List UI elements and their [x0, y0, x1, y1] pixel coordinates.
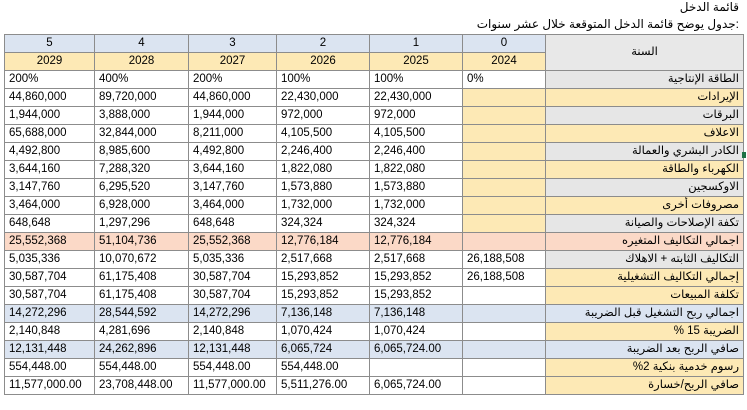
value-cell[interactable]: 32,844,000: [95, 125, 189, 143]
year-cell[interactable]: 2027: [189, 53, 277, 71]
value-cell[interactable]: [463, 161, 546, 179]
table-row: [5, 143, 744, 161]
value-cell[interactable]: 6,928,000: [95, 197, 189, 215]
value-cell[interactable]: 51,104,736: [95, 233, 189, 251]
value-cell[interactable]: 2,246,400: [370, 143, 463, 161]
value-cell[interactable]: 28,544,592: [95, 305, 189, 323]
row-label-cell[interactable]: صافي الربح/خسارة: [546, 377, 744, 395]
value-cell[interactable]: 15,293,852: [370, 269, 463, 287]
year-index-cell[interactable]: 3: [189, 35, 277, 53]
value-cell[interactable]: [463, 287, 546, 305]
value-cell[interactable]: 5,035,336: [189, 251, 277, 269]
row-label-cell[interactable]: الطاقة الإنتاجية: [546, 71, 744, 89]
value-cell[interactable]: 6,065,724: [277, 341, 370, 359]
year-cell[interactable]: 2028: [95, 53, 189, 71]
row-label-cell[interactable]: تكفة الإصلاحات والصيانة: [546, 215, 744, 233]
year-index-cell[interactable]: 2: [277, 35, 370, 53]
value-cell[interactable]: 2,517,668: [370, 251, 463, 269]
value-cell[interactable]: 14,272,296: [189, 305, 277, 323]
value-cell[interactable]: 324,324: [277, 215, 370, 233]
value-cell[interactable]: 8,211,000: [189, 125, 277, 143]
value-cell[interactable]: [463, 341, 546, 359]
table-row: [5, 323, 744, 341]
table-row: [5, 233, 744, 251]
value-cell[interactable]: 7,136,148: [370, 305, 463, 323]
value-cell[interactable]: [463, 233, 546, 251]
table-row: [5, 161, 744, 179]
value-cell[interactable]: 7,288,320: [95, 161, 189, 179]
row-label-cell[interactable]: الاعلاف: [546, 125, 744, 143]
row-label-cell[interactable]: الضريبة 15 %: [546, 323, 744, 341]
year-header-label[interactable]: السنة: [546, 35, 744, 71]
row-label-cell[interactable]: إجمالي التكاليف التشغيلية: [546, 269, 744, 287]
value-cell[interactable]: 30,587,704: [5, 287, 95, 305]
value-cell[interactable]: [370, 359, 463, 377]
value-cell[interactable]: [463, 377, 546, 395]
value-cell[interactable]: [463, 179, 546, 197]
row-label-cell[interactable]: التكاليف الثابته + الاهلاك: [546, 251, 744, 269]
row-label-cell[interactable]: الكهرباء والطاقة: [546, 161, 744, 179]
value-cell[interactable]: 12,776,184: [370, 233, 463, 251]
year-cell[interactable]: 2024: [463, 53, 546, 71]
row-label-cell[interactable]: الكادر البشري والعمالة: [546, 143, 744, 161]
value-cell[interactable]: 61,175,408: [95, 269, 189, 287]
value-cell[interactable]: 1,944,000: [5, 107, 95, 125]
value-cell[interactable]: 6,295,520: [95, 179, 189, 197]
value-cell[interactable]: 200%: [5, 71, 95, 89]
value-cell[interactable]: 30,587,704: [189, 287, 277, 305]
value-cell[interactable]: 2,140,848: [5, 323, 95, 341]
year-cell[interactable]: 2029: [5, 53, 95, 71]
value-cell[interactable]: 26,188,508: [463, 269, 546, 287]
year-index-cell[interactable]: 5: [5, 35, 95, 53]
value-cell[interactable]: 89,720,000: [95, 89, 189, 107]
row-label-cell[interactable]: اجمالي ربح التشغيل قبل الضريبة: [546, 305, 744, 323]
value-cell[interactable]: 26,188,508: [463, 251, 546, 269]
value-cell[interactable]: 30,587,704: [189, 269, 277, 287]
value-cell[interactable]: 4,281,696: [95, 323, 189, 341]
value-cell[interactable]: [463, 107, 546, 125]
value-cell[interactable]: 0%: [463, 71, 546, 89]
row-label-cell[interactable]: رسوم خدمية بنكية 2%: [546, 359, 744, 377]
value-cell[interactable]: 554,448.00: [189, 359, 277, 377]
table-row: [5, 71, 744, 89]
value-cell[interactable]: 3,644,160: [5, 161, 95, 179]
value-cell[interactable]: 3,147,760: [5, 179, 95, 197]
value-cell[interactable]: 2,517,668: [277, 251, 370, 269]
table-row: [5, 89, 744, 107]
table-row: [5, 125, 744, 143]
value-cell[interactable]: 648,648: [5, 215, 95, 233]
value-cell[interactable]: 23,708,448.00: [95, 377, 189, 395]
table-row: [5, 341, 744, 359]
value-cell[interactable]: 15,293,852: [370, 287, 463, 305]
value-cell[interactable]: 4,105,500: [277, 125, 370, 143]
table-row: [5, 107, 744, 125]
value-cell[interactable]: 44,860,000: [189, 89, 277, 107]
value-cell[interactable]: [463, 197, 546, 215]
year-index-cell[interactable]: 1: [370, 35, 463, 53]
value-cell[interactable]: 3,464,000: [189, 197, 277, 215]
value-cell[interactable]: 12,131,448: [189, 341, 277, 359]
value-cell[interactable]: 4,492,800: [189, 143, 277, 161]
value-cell[interactable]: 1,573,880: [370, 179, 463, 197]
value-cell[interactable]: 400%: [95, 71, 189, 89]
income-statement-table: [4, 34, 744, 395]
value-cell[interactable]: 1,297,296: [95, 215, 189, 233]
year-cell[interactable]: 2025: [370, 53, 463, 71]
value-cell[interactable]: 6,065,724.00: [370, 377, 463, 395]
row-label-cell[interactable]: مصروفات أخرى: [546, 197, 744, 215]
table-row: [5, 251, 744, 269]
value-cell[interactable]: 11,577,000.00: [189, 377, 277, 395]
value-cell[interactable]: 2,140,848: [189, 323, 277, 341]
value-cell[interactable]: 100%: [370, 71, 463, 89]
value-cell[interactable]: 15,293,852: [277, 287, 370, 305]
row-label-cell[interactable]: الاوكسجين: [546, 179, 744, 197]
value-cell[interactable]: [463, 215, 546, 233]
value-cell[interactable]: 5,511,276.00: [277, 377, 370, 395]
row-label-cell[interactable]: صافي الربح بعد الضريبة: [546, 341, 744, 359]
value-cell[interactable]: 1,822,080: [370, 161, 463, 179]
value-cell[interactable]: 100%: [277, 71, 370, 89]
value-cell[interactable]: 1,944,000: [189, 107, 277, 125]
value-cell[interactable]: 10,070,672: [95, 251, 189, 269]
table-row: [5, 377, 744, 395]
value-cell[interactable]: 22,430,000: [277, 89, 370, 107]
value-cell[interactable]: 15,293,852: [277, 269, 370, 287]
year-index-cell[interactable]: 4: [95, 35, 189, 53]
year-index-cell[interactable]: 0: [463, 35, 546, 53]
value-cell[interactable]: 4,105,500: [370, 125, 463, 143]
table-row: [5, 359, 744, 377]
value-cell[interactable]: 1,070,424: [370, 323, 463, 341]
table-row: [5, 215, 744, 233]
value-cell[interactable]: 1,732,000: [277, 197, 370, 215]
value-cell[interactable]: 14,272,296: [5, 305, 95, 323]
value-cell[interactable]: 22,430,000: [370, 89, 463, 107]
value-cell[interactable]: 24,262,896: [95, 341, 189, 359]
value-cell[interactable]: 554,448.00: [95, 359, 189, 377]
value-cell[interactable]: 8,985,600: [95, 143, 189, 161]
value-cell[interactable]: [463, 89, 546, 107]
value-cell[interactable]: 12,131,448: [5, 341, 95, 359]
year-index-row: [5, 35, 744, 53]
value-cell[interactable]: 6,065,724.00: [370, 341, 463, 359]
value-cell[interactable]: 324,324: [370, 215, 463, 233]
value-cell[interactable]: 25,552,368: [5, 233, 95, 251]
row-label-cell[interactable]: تكلفة المبيعات: [546, 287, 744, 305]
value-cell[interactable]: [463, 305, 546, 323]
value-cell[interactable]: 1,573,880: [277, 179, 370, 197]
value-cell[interactable]: 3,888,000: [95, 107, 189, 125]
value-cell[interactable]: 3,147,760: [189, 179, 277, 197]
value-cell[interactable]: 1,822,080: [277, 161, 370, 179]
value-cell[interactable]: 61,175,408: [95, 287, 189, 305]
table-row: [5, 287, 744, 305]
sheet-title: قائمة الدخل: [679, 0, 739, 14]
year-cell[interactable]: 2026: [277, 53, 370, 71]
value-cell[interactable]: [463, 323, 546, 341]
value-cell[interactable]: [463, 143, 546, 161]
value-cell[interactable]: 648,648: [189, 215, 277, 233]
value-cell[interactable]: 12,776,184: [277, 233, 370, 251]
value-cell[interactable]: 3,644,160: [189, 161, 277, 179]
value-cell[interactable]: 25,552,368: [189, 233, 277, 251]
value-cell[interactable]: 11,577,000.00: [5, 377, 95, 395]
value-cell[interactable]: 4,492,800: [5, 143, 95, 161]
value-cell[interactable]: 3,464,000: [5, 197, 95, 215]
selection-handle[interactable]: [742, 152, 746, 158]
value-cell[interactable]: [463, 359, 546, 377]
table-row: [5, 269, 744, 287]
table-row: [5, 179, 744, 197]
value-cell[interactable]: 1,070,424: [277, 323, 370, 341]
row-label-cell[interactable]: الإيرادات: [546, 89, 744, 107]
value-cell[interactable]: 1,732,000: [370, 197, 463, 215]
row-label-cell[interactable]: البرقات: [546, 107, 744, 125]
value-cell[interactable]: 30,587,704: [5, 269, 95, 287]
value-cell[interactable]: 7,136,148: [277, 305, 370, 323]
table-row: [5, 197, 744, 215]
table-row: [5, 305, 744, 323]
value-cell[interactable]: 972,000: [277, 107, 370, 125]
value-cell[interactable]: 2,246,400: [277, 143, 370, 161]
value-cell[interactable]: 5,035,336: [5, 251, 95, 269]
value-cell[interactable]: 65,688,000: [5, 125, 95, 143]
value-cell[interactable]: 554,448.00: [277, 359, 370, 377]
value-cell[interactable]: 972,000: [370, 107, 463, 125]
value-cell[interactable]: [463, 125, 546, 143]
value-cell[interactable]: 200%: [189, 71, 277, 89]
value-cell[interactable]: 44,860,000: [5, 89, 95, 107]
row-label-cell[interactable]: اجمالي التكاليف المتغيره: [546, 233, 744, 251]
value-cell[interactable]: 554,448.00: [5, 359, 95, 377]
sheet-subtitle: جدول يوضح قائمة الدخل المتوقعة خلال عشر سنوات:: [476, 17, 739, 31]
